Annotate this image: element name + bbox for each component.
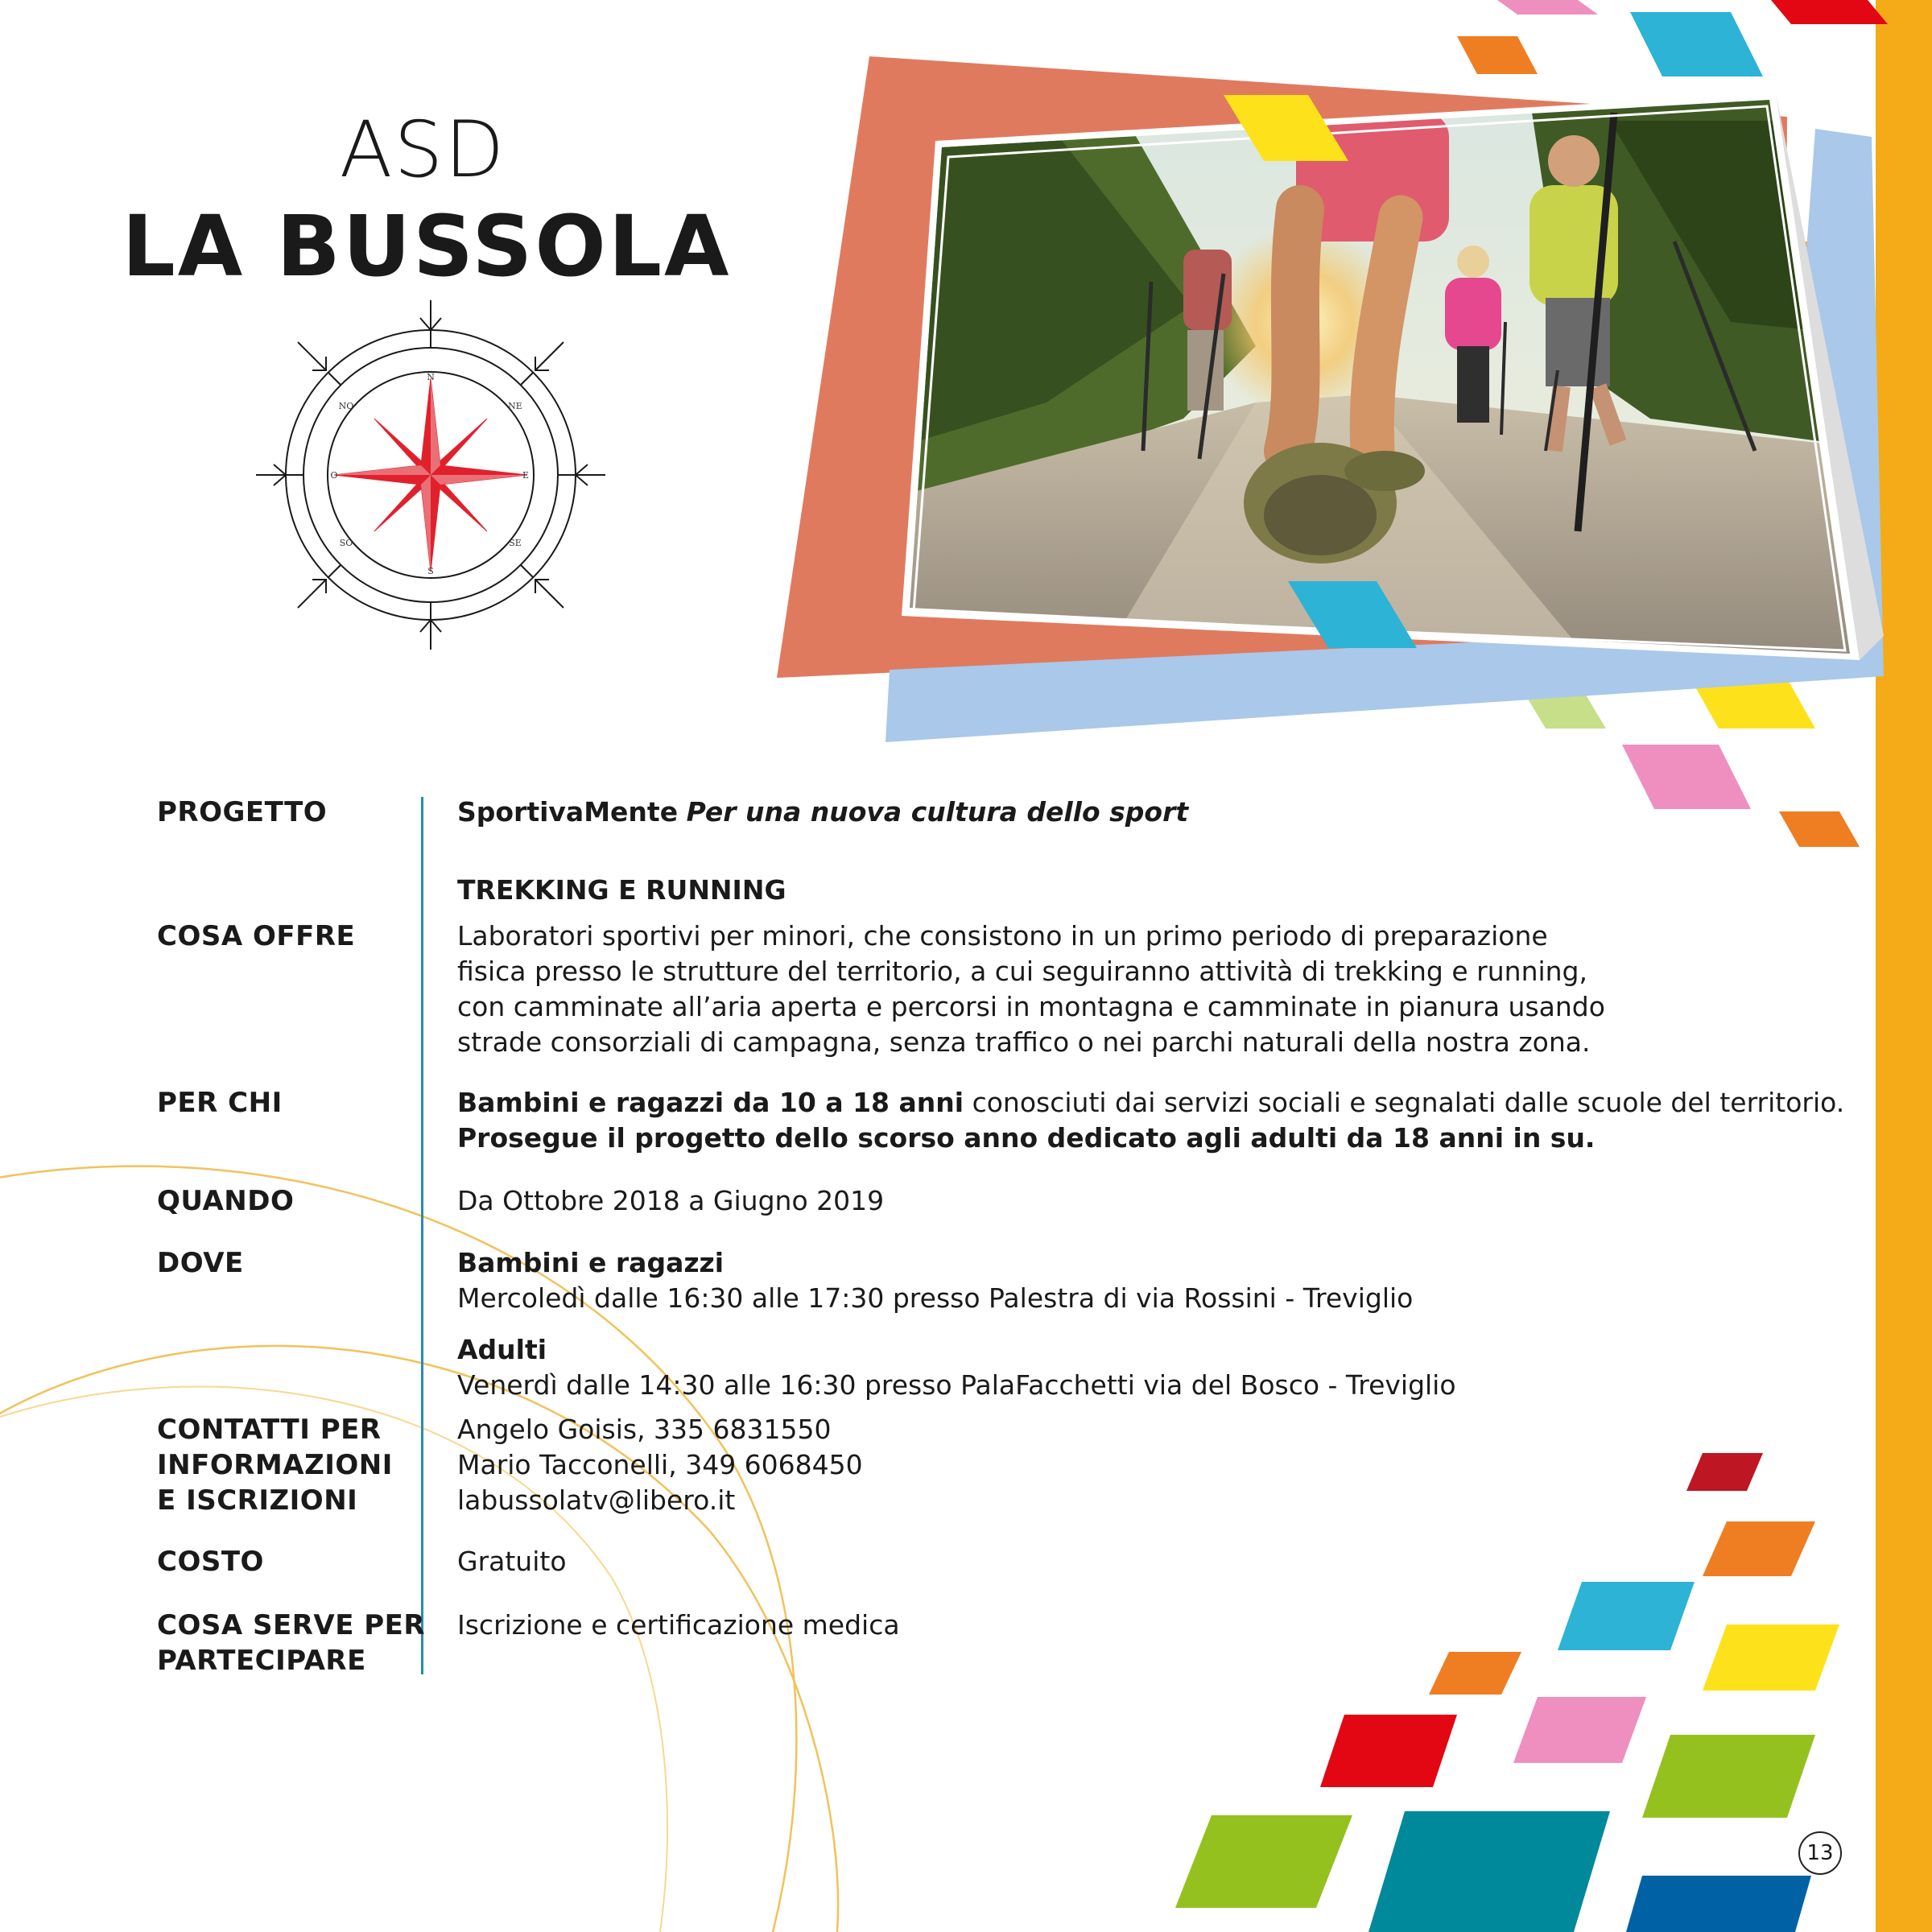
cosa-offre-line: fisica presso le strutture del territorio, a cui seguiranno attività di trekking e running, — [457, 956, 1587, 987]
label-costo: COSTO — [157, 1546, 264, 1578]
hiker-pink — [1445, 278, 1501, 350]
label-dove: DOVE — [157, 1247, 244, 1279]
value-progetto — [457, 795, 1188, 830]
label-cosa-serve-line: COSA SERVE PER — [157, 1609, 426, 1641]
cosa-offre-line: strade consorziali di campagna, senza traffico o nei parchi naturali della nostra zona. — [457, 1026, 1591, 1058]
contact-mario: Mario Tacconelli, 349 6068450 — [457, 1449, 863, 1480]
compass-label-e: E — [522, 470, 530, 481]
compass-label-no: NO — [338, 401, 354, 411]
info-divider — [421, 797, 423, 1674]
label-cosa-serve — [157, 1608, 425, 1678]
compass-label-s: S — [427, 566, 434, 576]
value-dove — [457, 1245, 1456, 1403]
label-quando: QUANDO — [157, 1185, 295, 1217]
dove-group-adults-text: Venerdì dalle 14:30 alle 16:30 presso PalaFacchetti via del Bosco - Treviglio — [457, 1369, 1456, 1401]
compass-label-so: SO — [339, 538, 353, 548]
value-quando: Da Ottobre 2018 a Giugno 2019 — [457, 1185, 885, 1216]
label-contatti — [157, 1412, 393, 1518]
value-contatti — [457, 1412, 863, 1518]
cosa-offre-heading: TREKKING E RUNNING — [457, 874, 786, 906]
label-cosa-serve-line: PARTECIPARE — [157, 1645, 366, 1677]
label-progetto: PROGETTO — [157, 796, 328, 828]
per-chi-note: Prosegue il progetto dello scorso anno dedicato agli adulti da 18 anni in su. — [457, 1122, 1596, 1154]
value-costo: Gratuito — [457, 1546, 567, 1577]
title-asd: ASD — [339, 105, 506, 195]
hiker-left — [1183, 250, 1232, 330]
contact-email[interactable]: labussolatv@libero.it — [457, 1484, 736, 1516]
dove-group-kids-text: Mercoledì dalle 16:30 alle 17:30 presso Palestra di via Rossini - Treviglio — [457, 1282, 1414, 1314]
compass-label-o: O — [330, 470, 338, 481]
label-contatti-line: E ISCRIZIONI — [157, 1484, 358, 1517]
hiker-leg-left — [1288, 209, 1300, 451]
dove-group-kids-title: Bambini e ragazzi — [457, 1247, 724, 1278]
dove-group-adults-title: Adulti — [457, 1334, 547, 1365]
trekking-photo — [886, 80, 1892, 684]
per-chi-target: Bambini e ragazzi da 10 a 18 anni — [457, 1087, 964, 1118]
label-cosa-offre: COSA OFFRE — [157, 920, 356, 952]
cosa-offre-line: con camminate all’aria aperta e percorsi in montagna e camminate in pianura usando — [457, 991, 1605, 1022]
cosa-offre-description — [457, 919, 1605, 1060]
cosa-offre-line: Laboratori sportivi per minori, che consistono in un primo periodo di preparazione — [457, 920, 1548, 952]
value-cosa-serve: Iscrizione e certificazione medica — [457, 1609, 900, 1641]
label-contatti-line: INFORMAZIONI — [157, 1449, 393, 1481]
value-per-chi — [457, 1085, 1844, 1156]
progetto-name: SportivaMente — [457, 796, 679, 828]
compass-label-n: N — [427, 372, 435, 382]
title-la-bussola: LA BUSSOLA — [122, 197, 732, 295]
label-contatti-line: CONTATTI PER — [157, 1414, 382, 1446]
progetto-subtitle: Per una nuova cultura dello sport — [686, 796, 1189, 828]
compass-label-se: SE — [509, 538, 522, 548]
contact-angelo: Angelo Goisis, 335 6831550 — [457, 1414, 832, 1445]
per-chi-detail: conosciuti dai servizi sociali e segnalati dalle scuole del territorio. — [964, 1087, 1845, 1118]
page-number: 13 — [1798, 1831, 1842, 1875]
label-per-chi: PER CHI — [157, 1087, 283, 1119]
compass-label-ne: NE — [508, 401, 522, 411]
